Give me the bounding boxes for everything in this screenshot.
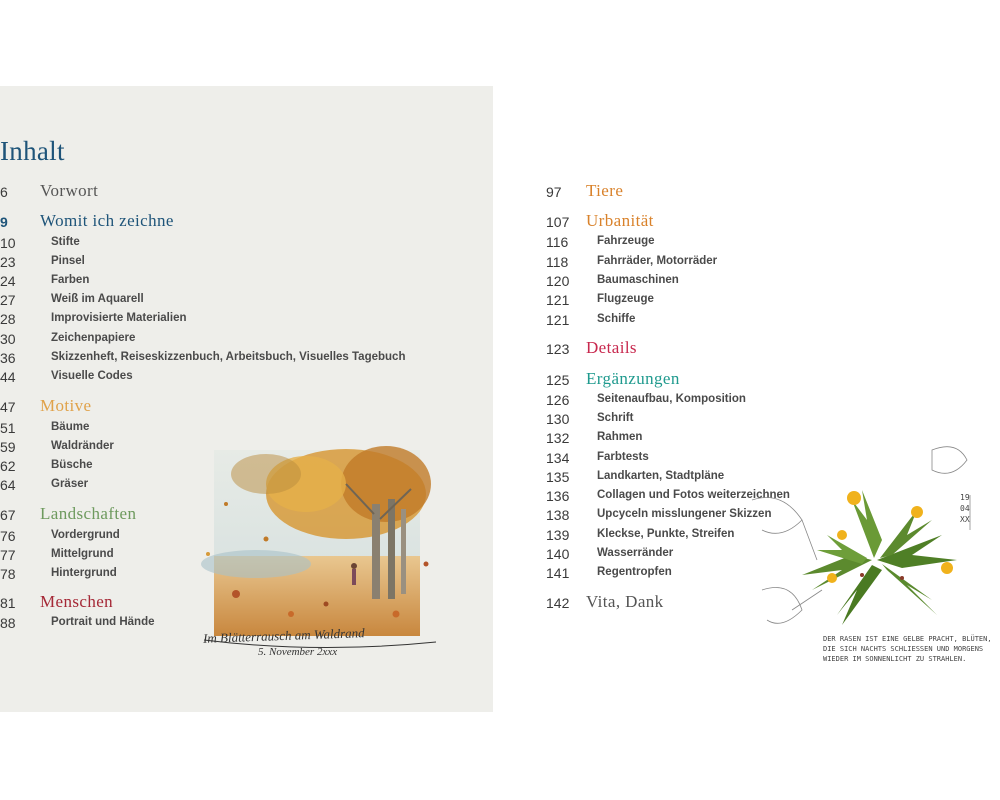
toc-page-number: 62	[0, 458, 16, 474]
toc-label: Schiffe	[597, 313, 636, 325]
toc-label: Portrait und Hände	[51, 616, 155, 628]
toc-label: Collagen und Fotos weiterzeichnen	[597, 489, 790, 501]
toc-page-number: 77	[0, 547, 16, 563]
toc-page-number: 126	[546, 392, 570, 408]
toc-page-number: 24	[0, 273, 16, 289]
toc-label: Visuelle Codes	[51, 370, 133, 382]
toc-label: Ergänzungen	[586, 369, 680, 388]
autumn-caption-date: 5. November 2xxx	[258, 646, 338, 658]
toc-page-number: 142	[546, 595, 570, 611]
toc-label: Mittelgrund	[51, 548, 114, 560]
toc-label: Stifte	[51, 236, 80, 248]
toc-label: Schrift	[597, 412, 634, 424]
toc-page-number: 130	[546, 411, 570, 427]
autumn-caption: Im Blätterrausch am Waldrand	[202, 625, 365, 646]
toc-label: Fahrräder, Motorräder	[597, 255, 718, 267]
toc-label: Menschen	[40, 592, 114, 611]
toc-label: Zeichenpapiere	[51, 332, 136, 344]
toc-label: Hintergrund	[51, 567, 117, 579]
toc-label: Farbtests	[597, 451, 649, 463]
toc-page-number: 81	[0, 595, 16, 611]
toc-page-number: 76	[0, 528, 16, 544]
toc-label: Tiere	[586, 181, 624, 200]
toc-page-number: 59	[0, 439, 16, 455]
toc-page-number: 78	[0, 566, 16, 582]
toc-label: Vita, Dank	[586, 592, 664, 611]
toc-page-number: 107	[546, 214, 570, 230]
toc-label: Rahmen	[597, 431, 643, 443]
dandelion-date: 19 04 XX	[960, 493, 970, 524]
toc-page-number: 136	[546, 488, 570, 504]
toc-page-number: 138	[546, 507, 570, 523]
toc-title: Inhalt	[0, 136, 65, 166]
toc-label: Womit ich zeichne	[40, 211, 174, 230]
dandelion-illustration	[742, 440, 992, 640]
toc-label: Wasserränder	[597, 547, 674, 559]
toc-page-number: 140	[546, 546, 570, 562]
toc-page-number: 120	[546, 273, 570, 289]
toc-label: Bäume	[51, 421, 90, 433]
toc-label: Waldränder	[51, 440, 114, 452]
toc-label: Skizzenheft, Reiseskizzenbuch, Arbeitsbuch, Visuelles Tagebuch	[51, 351, 406, 363]
toc-page-number: 47	[0, 399, 16, 415]
toc-page-number: 139	[546, 527, 570, 543]
toc-page-number: 6	[0, 184, 8, 200]
dandelion-caption: DER RASEN IST EINE GELBE PRACHT, BLÜTEN, DIE SICH NACHTS SCHLIESSEN UND MORGENS WIEDER IM SONNENLICHT ZU STRAHLEN.	[823, 635, 992, 663]
toc-label: Vorwort	[40, 181, 99, 200]
toc-label: Flugzeuge	[597, 293, 654, 305]
toc-label: Motive	[40, 396, 92, 415]
toc-page-number: 30	[0, 331, 16, 347]
toc-page-number: 51	[0, 420, 16, 436]
toc-page-number: 132	[546, 430, 570, 446]
toc-page-number: 44	[0, 369, 16, 385]
toc-page-number: 9	[0, 214, 8, 230]
dandelion-leaves	[802, 490, 957, 625]
toc-page-number: 121	[546, 292, 570, 308]
toc-page-number: 123	[546, 341, 570, 357]
toc-label: Farben	[51, 274, 90, 286]
toc-label: Fahrzeuge	[597, 235, 655, 247]
toc-label: Kleckse, Punkte, Streifen	[597, 528, 735, 540]
toc-page-number: 97	[546, 184, 562, 200]
toc-label: Details	[586, 338, 637, 357]
toc-page-number: 67	[0, 507, 16, 523]
toc-label: Urbanität	[586, 211, 654, 230]
toc-label: Büsche	[51, 459, 93, 471]
toc-page-number: 27	[0, 292, 16, 308]
toc-page-number: 118	[546, 254, 569, 270]
toc-page-number: 125	[546, 372, 570, 388]
toc-label: Seitenaufbau, Komposition	[597, 393, 746, 405]
toc-label: Weiß im Aquarell	[51, 293, 144, 305]
toc-page-number: 28	[0, 311, 16, 327]
toc-page-number: 23	[0, 254, 16, 270]
toc-label: Pinsel	[51, 255, 85, 267]
toc-page-number: 121	[546, 312, 570, 328]
toc-label: Vordergrund	[51, 529, 120, 541]
toc-page-number: 10	[0, 235, 16, 251]
toc-label: Regentropfen	[597, 566, 672, 578]
toc-page-number: 141	[546, 565, 570, 581]
toc-page-number: 88	[0, 615, 16, 631]
toc-page-number: 64	[0, 477, 16, 493]
toc-label: Upcyceln misslungener Skizzen	[597, 508, 772, 520]
toc-page-number: 134	[546, 450, 570, 466]
toc-page-number: 135	[546, 469, 570, 485]
toc-page-number: 36	[0, 350, 16, 366]
toc-page-number: 116	[546, 234, 569, 250]
toc-label: Baumaschinen	[597, 274, 679, 286]
toc-label: Landkarten, Stadtpläne	[597, 470, 725, 482]
toc-label: Landschaften	[40, 504, 137, 523]
toc-label: Gräser	[51, 478, 89, 490]
toc-label: Improvisierte Materialien	[51, 312, 187, 324]
